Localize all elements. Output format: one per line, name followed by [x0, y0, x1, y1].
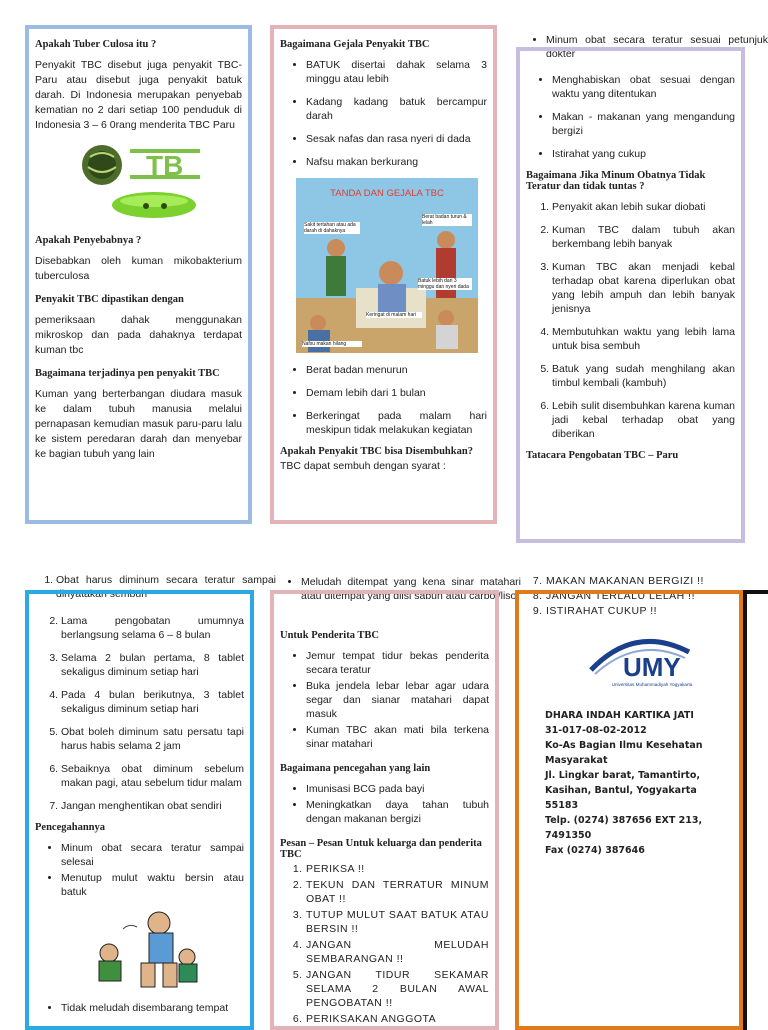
list-item: 3. Selama 2 bulan pertama, 8 tablet sekaligus diminum setiap hari	[61, 651, 244, 679]
list-item: 5. Batuk yang sudah menghilang akan timbul kembali (kambuh)	[552, 362, 735, 390]
heading-symptoms: Bagaimana Gejala Penyakit TBC	[280, 39, 430, 50]
heading-treatment-procedure: Tatacara Pengobatan TBC – Paru	[526, 450, 679, 461]
poster-illustration	[296, 178, 478, 353]
list-item: • Berat badan menurun	[306, 363, 487, 377]
list-item: 2. Kuman TBC dalam tubuh akan berkembang lebih banyak	[552, 223, 735, 251]
list-item: 7. Jangan menghentikan obat sendiri	[61, 799, 244, 813]
spacer	[280, 594, 489, 624]
list-item: 7. MAKAN MAKANAN BERGIZI !!	[546, 574, 766, 588]
list-item: • Berkeringat pada malam hari meskipun tidak melakukan kegiatan	[306, 409, 487, 437]
list-item: • Meningkatkan daya tahan tubuh dengan makanan bergizi	[306, 798, 489, 826]
list-item: • Kadang kadang batuk bercampur darah	[306, 95, 487, 123]
list-item: 4. Pada 4 bulan berikutnya, 3 tablet sekaligus diminum setiap hari	[61, 688, 244, 716]
symptom-list-b	[280, 363, 487, 437]
poster-label: Sakit tertahan atau ada darah di dahaknya	[304, 222, 360, 234]
list-item: • Menghabiskan obat sesuai dengan waktu yang ditentukan	[552, 73, 735, 101]
tb-logo-image	[74, 143, 204, 221]
list-item: 9. ISTIRAHAT CUKUP !!	[546, 604, 766, 618]
list-item: • Kuman TBC akan mati bila terkena sinar matahari	[306, 723, 489, 751]
list-item: 8. JANGAN TERLALU LELAH !!	[546, 589, 766, 603]
consequence-list	[526, 200, 735, 441]
panel-what-is-tb	[25, 25, 252, 524]
list-item: • Menutup mulut waktu bersin atau batuk	[61, 871, 244, 899]
prevention-list-cont	[35, 1001, 244, 1015]
heading-other-prevention: Bagaimana pencegahan yang lain	[280, 763, 431, 774]
list-item: • Meludah ditempat yang kena sinar matahari atau ditempat yang diisi sabun atau carbol/lisol	[301, 575, 521, 603]
cough-illustration	[75, 907, 205, 989]
patient-list	[280, 649, 489, 751]
heading-cause: Apakah Penyebabnya ?	[35, 235, 142, 246]
list-item: 6. Sebaiknya obat diminum sebelum makan pagi, atau sebelum tidur malam	[61, 762, 244, 790]
list-item: 3. TUTUP MULUT SAAT BATUK ATAU BERSIN !!	[306, 908, 489, 936]
heading-diagnosis: Penyakit TBC dipastikan dengan	[35, 294, 184, 305]
list-item: • Sesak nafas dan rasa nyeri di dada	[306, 132, 487, 146]
list-item: 6. Lebih sulit disembuhkan karena kuman jadi kebal terhadap obat yang diberikan	[552, 399, 735, 441]
heading-transmission: Bagaimana terjadinya pen penyakit TBC	[35, 368, 220, 379]
panel-author	[515, 590, 743, 1030]
text-cause: Disebabkan oleh kuman mikobakterium tuberculosa	[35, 255, 242, 282]
fax: Fax (0274) 387646	[545, 845, 645, 856]
list-item: 2. Lama pengobatan umumnya berlangsung selama 6 – 8 bulan	[61, 614, 244, 642]
list-item: • BATUK disertai dahak selama 3 minggu atau lebih	[306, 58, 487, 86]
student-id: 31-017-08-02-2012	[545, 725, 647, 736]
list-item: • Nafsu makan berkurang	[306, 155, 487, 169]
tb-logo-text: TB	[145, 150, 183, 181]
telephone: Telp. (0274) 387656 EXT 213, 7491350	[545, 815, 703, 841]
list-item: 3. Kuman TBC akan menjadi kebal terhadap obat karena diperlukan obat yang lebih ampuh dan lebih banyak jenisnya	[552, 260, 735, 316]
text-definition: Penyakit TBC disebut juga penyakit TBC-Paru atau disebut juga penyakit batuk darah. Di Indonesia merupakan penyebab kematian no 2 dari setiap 100 penduduk di Indonesia 3 – 6 0rang menderita TBC Paru	[35, 59, 242, 131]
address: Jl. Lingkar barat, Tamantirto, Kasihan, Bantul, Yogyakarta 55183	[545, 770, 700, 811]
poster-label: Berat badan turun & lelah	[422, 214, 472, 226]
heading-what-is-tb: Apakah Tuber Culosa itu ?	[35, 39, 157, 50]
poster-title: TANDA DAN GEJALA TBC	[330, 188, 444, 199]
umy-logo-text: UMY	[623, 652, 681, 682]
author-name: DHARA INDAH KARTIKA JATI	[545, 710, 694, 721]
coughing-people-icon	[75, 907, 205, 989]
heading-messages: Pesan – Pesan Untuk keluarga dan penderita TBC	[280, 838, 482, 860]
list-item: • Demam lebih dari 1 bulan	[306, 386, 487, 400]
umy-logo-subtitle: Universitas Muhammadiyah Yogyakarta	[611, 682, 693, 687]
poster-label: Batuk lebih dari 3 minggu dan nyeri dada	[418, 278, 472, 290]
panel-treatment	[25, 590, 254, 1030]
other-prevention-list	[280, 782, 489, 826]
list-item: 2. TEKUN DAN TERRATUR MINUM OBAT !!	[306, 878, 489, 906]
list-item: • Makan - makanan yang mengandung bergizi	[552, 110, 735, 138]
poster-label: Keringat di malam hari	[366, 312, 422, 318]
list-item: • Buka jendela lebar lebar agar udara segar dan sianar matahari dapat masuk	[306, 679, 489, 721]
list-item: 1. PERIKSA !!	[306, 862, 489, 876]
list-item: • Minum obat secara teratur sesuai petunjuk dokter	[546, 33, 768, 61]
tb-bacteria-icon	[74, 143, 204, 221]
list-item: 5. Obat boleh diminum satu persatu tapi harus habis selama 2 jam	[61, 725, 244, 753]
message-list	[280, 862, 489, 1026]
list-item: 6. PERIKSAKAN ANGGOTA	[306, 1012, 489, 1026]
text-curable: TBC dapat sembuh dengan syarat :	[280, 460, 446, 472]
prevention-list	[35, 841, 244, 899]
text-diagnosis: pemeriksaan dahak menggunakan mikroskop dan pada dahaknya terdapat kuman tbc	[35, 314, 242, 356]
treatment-list	[35, 614, 244, 813]
heading-curable: Apakah Penyakit TBC bisa Disembuhkan?	[280, 446, 473, 457]
panel-patients	[270, 590, 499, 1030]
poster-label: Nafsu makan hilang	[302, 341, 362, 347]
text-transmission: Kuman yang berterbangan diudara masuk ke dalam tubuh manusia melalui pernapasan kemudian masuk paru-paru lalu ke sistem peredaran darah dan menyebar ke bagian tubuh yang lain	[35, 388, 242, 460]
symptoms-poster	[296, 178, 478, 353]
list-item: 1. Penyakit akan lebih sukar diobati	[552, 200, 735, 214]
conditions-list	[526, 73, 735, 161]
heading-irregular-treatment: Bagaimana Jika Minum Obatnya Tidak Teratur dan tidak tuntas ?	[526, 170, 706, 192]
heading-prevention: Pencegahannya	[35, 822, 106, 833]
panel-symptoms	[270, 25, 497, 524]
list-item: 5. JANGAN TIDUR SEKAMAR SELAMA 2 BULAN AWAL PENGOBATAN !!	[306, 968, 489, 1010]
department: Ko-As Bagian Ilmu Kesehatan Masyarakat	[545, 740, 703, 766]
list-item: 4. JANGAN MELUDAH SEMBARANGAN !!	[306, 938, 489, 966]
list-item: 1. Obat harus diminum secara teratur sampai dinyatakan sembuh	[56, 573, 276, 601]
list-item: • Tidak meludah disembarang tempat	[61, 1001, 244, 1015]
symptom-list-a	[280, 58, 487, 169]
list-item: • Istirahat yang cukup	[552, 147, 735, 161]
heading-for-patients: Untuk Penderita TBC	[280, 630, 379, 641]
list-item: • Jemur tempat tidur bekas penderita secara teratur	[306, 649, 489, 677]
list-item: • Imunisasi BCG pada bayi	[306, 782, 489, 796]
list-item: • Minum obat secara teratur sampai selesai	[61, 841, 244, 869]
umy-logo	[585, 630, 715, 694]
next-panel-edge	[743, 590, 768, 1030]
list-item: 4. Membutuhkan waktu yang lebih lama untuk bisa sembuh	[552, 325, 735, 353]
contact-block	[545, 708, 723, 856]
panel-conditions	[516, 47, 745, 543]
